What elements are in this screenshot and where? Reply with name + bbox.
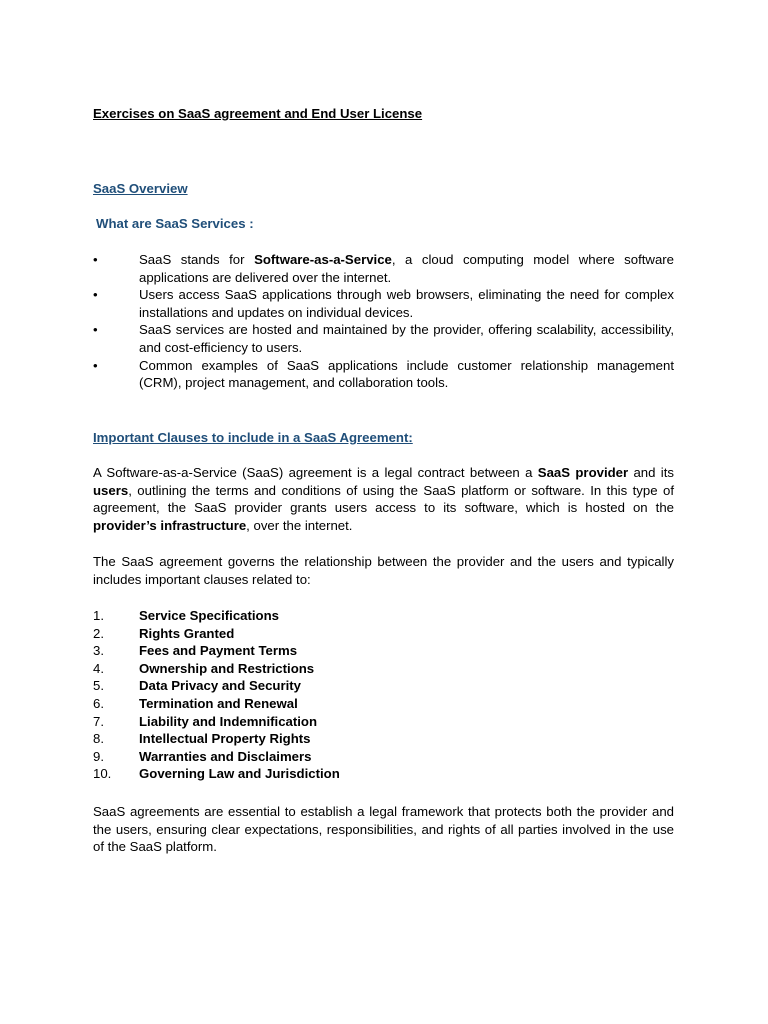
list-number: 8.	[93, 731, 104, 747]
list-number: 3.	[93, 643, 104, 659]
saas-overview-heading: SaaS Overview	[93, 181, 188, 196]
list-number: 7.	[93, 713, 104, 729]
list-number: 9.	[93, 748, 104, 764]
saas-agreement-paragraph: A Software-as-a-Service (SaaS) agreement is a legal contract between a SaaS provider and its users, outlining the terms and conditions of using the SaaS platform or software. In this type of agreement, the SaaS provider grants users access to its software, which is hosted on the provider’s infrastructure, over the internet.	[93, 465, 674, 533]
clause-label: Rights Granted	[139, 625, 235, 641]
bullet-text: Common examples of SaaS applications include customer relationship management (CRM), project management, and collaboration tools.	[139, 357, 674, 391]
bullet-text: SaaS stands for Software-as-a-Service, a cloud computing model where software applications are delivered over the internet.	[139, 252, 675, 285]
conclusion-paragraph: SaaS agreements are essential to establish a legal framework that protects both the provider and the users, ensuring clear expectations, responsibilities, and rights of all parties involved in the use of the SaaS platform.	[93, 804, 674, 855]
list-item	[93, 642, 674, 660]
clause-label: Intellectual Property Rights	[139, 731, 311, 747]
clause-label: Liability and Indemnification	[139, 713, 318, 729]
clauses-list	[93, 607, 674, 783]
bullet-marker: •	[93, 287, 98, 303]
list-number: 6.	[93, 695, 104, 711]
bullet-text: SaaS services are hosted and maintained by the provider, offering scalability, accessibility, and cost-efficiency to users.	[139, 322, 674, 355]
clause-label: Termination and Renewal	[139, 695, 298, 711]
list-number: 4.	[93, 660, 104, 676]
governs-paragraph: The SaaS agreement governs the relationship between the provider and the users and typically includes important clauses related to:	[93, 554, 674, 587]
list-item	[93, 357, 674, 392]
list-item	[93, 321, 674, 356]
bullet-marker: •	[93, 252, 98, 267]
bullet-text: Users access SaaS applications through web browsers, eliminating the need for complex installations and updates on individual devices.	[139, 287, 674, 320]
bullet-marker: •	[93, 357, 98, 373]
clause-label: Governing Law and Jurisdiction	[139, 766, 340, 782]
list-number: 10.	[93, 766, 112, 782]
saas-services-heading: What are SaaS Services :	[96, 216, 254, 231]
list-number: 1.	[93, 608, 104, 623]
list-item	[93, 625, 674, 643]
list-item	[93, 286, 674, 321]
list-item	[93, 730, 674, 748]
clause-label: Warranties and Disclaimers	[139, 748, 312, 764]
list-number: 2.	[93, 625, 104, 641]
clause-label: Data Privacy and Security	[139, 678, 301, 694]
list-item	[93, 677, 674, 695]
list-item	[93, 251, 674, 286]
clause-label: Service Specifications	[139, 608, 280, 623]
clause-label: Fees and Payment Terms	[139, 643, 298, 659]
list-item	[93, 713, 674, 731]
list-item	[93, 607, 674, 625]
document-title: Exercises on SaaS agreement and End User License	[93, 106, 423, 121]
important-clauses-heading: Important Clauses to include in a SaaS Agreement:	[93, 430, 413, 445]
saas-bullet-list	[93, 251, 674, 392]
list-item	[93, 660, 674, 678]
list-number: 5.	[93, 678, 104, 694]
clause-label: Ownership and Restrictions	[139, 660, 315, 676]
bullet-marker: •	[93, 322, 98, 338]
list-item	[93, 695, 674, 713]
list-item	[93, 765, 674, 783]
list-item	[93, 748, 674, 766]
